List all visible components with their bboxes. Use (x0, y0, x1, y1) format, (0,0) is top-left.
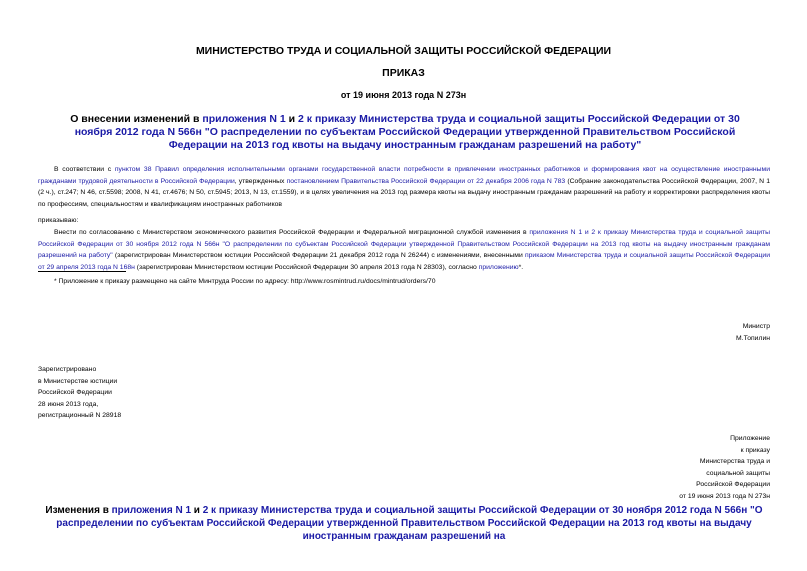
operative-paragraph (38, 227, 770, 273)
title-link-appendix-2[interactable]: 2 к приказу Министерства труда и социальной защиты Российской Федерации от 30 ноября 2012 года N 566н "О распределении по субъектам Российской Федерации утвержденной Правительством Российской Федерации на 2013 год квоты на выдачу иностранным гражданам разрешений на работу" (74, 113, 740, 151)
operative-text-2: (зарегистрирован Министерством юстиции Российской Федерации 21 декабря 2012 года N 26244) с изменениями, внесенными (112, 252, 525, 259)
doc-type-heading: ПРИКАЗ (382, 67, 425, 79)
operative-text-1: Внести по согласованию с Министерством экономического развития Российской Федерации и Федеральной миграционной службой изменения в (54, 229, 530, 236)
footnote: * Приложение к приказу размещено на сайте Минтруда России по адресу: http://www.rosmintrud.ru/docs/mintrud/orders/70 (54, 278, 436, 285)
order-title (60, 113, 750, 152)
title-mid: и (285, 113, 299, 125)
link-order-566n[interactable]: приложения N 1 и 2 к приказу Министерства труда и социальной защиты Российской Федерации от 30 ноября 2012 года N 566н "О распределении по субъектам Российской Федерации утвержденной Правительством Российской Федерации на 2013 год квоты на выдачу иностранным гражданам разрешений на работу" (38, 229, 770, 259)
registration-block (38, 364, 121, 422)
appendix-title-link-1[interactable]: приложения N 1 (111, 505, 191, 516)
preamble-text-2: , утвержденных (234, 177, 287, 185)
appendix-line: социальной защиты (706, 469, 770, 477)
link-rules-item-38[interactable]: пунктом 38 Правил определения исполнительными органами государственной власти потребности в привлечении иностранных работников и формирования квот на осуществление иностранными гражданами трудовой деятельности в Российской Федерации (38, 166, 771, 185)
operative-text-3: (зарегистрирован Министерством юстиции Российской Федерации 30 апреля 2013 года N 28303), согласно (134, 263, 479, 271)
appendix-line: от 19 июня 2013 года N 273н (679, 492, 770, 500)
signature-name: М.Топилин (736, 334, 770, 342)
link-appendix[interactable]: приложению (478, 263, 519, 271)
preamble-text-1: В соответствии с (54, 166, 115, 173)
footnote-divider (38, 271, 126, 272)
registration-line: регистрационный N 28918 (38, 412, 122, 419)
operative-text-4: *. (518, 263, 524, 271)
title-link-appendix-1[interactable]: приложения N 1 (202, 113, 286, 125)
appendix-title-prefix: Изменения в (45, 505, 112, 516)
link-order-168n[interactable]: приказом Министерства труда и социальной защиты Российской Федерации от 29 апреля 2013 года N 168н (38, 252, 770, 271)
preamble-text-3: (Собрание законодательства Российской Федерации, 2007, N 1 (2 ч.), ст.247; N 46, ст.5598; 2008, N 41, ст.4676; N 50, ст.5945; 2013, N 13, ст.1559), и в целях увеличения на 2013 год размера квоты на выдачу иностранным гражданам разрешений на работу и корректировки распределения квоты по профессиям, специальностям и квалификациям иностранных работников (38, 177, 770, 208)
signature-position: Министр (742, 323, 770, 330)
appendix-header (679, 433, 770, 502)
registration-line: Российской Федерации (38, 389, 112, 396)
appendix-line: к приказу (740, 446, 770, 454)
appendix-title-link-2[interactable]: 2 к приказу Министерства труда и социальной защиты Российской Федерации от 30 ноября 2012 года N 566н "О распределении по субъектам Российской Федерации утвержденной Правительством Российской Федерации на 2013 год квоты на выдачу иностранным гражданам разрешений на (56, 505, 763, 542)
appendix-line: Приложение (730, 435, 770, 442)
doc-date-number: от 19 июня 2013 года N 273н (340, 90, 467, 100)
signature-block (736, 321, 770, 344)
preamble-paragraph (38, 164, 770, 210)
appendix-title (38, 504, 770, 543)
appendix-line: Российской Федерации (696, 481, 770, 488)
order-word: приказываю: (38, 217, 79, 224)
appendix-line: Министерства труда и (699, 458, 770, 465)
link-government-resolution-783[interactable]: постановлением Правительства Российской Федерации от 22 декабря 2006 года N 783 (286, 177, 566, 185)
registration-line: 28 июня 2013 года, (38, 400, 99, 408)
appendix-title-mid: и (191, 505, 203, 516)
ministry-heading: МИНИСТЕРСТВО ТРУДА И СОЦИАЛЬНОЙ ЗАЩИТЫ РОССИЙСКОЙ ФЕДЕРАЦИИ (195, 45, 612, 57)
title-prefix: О внесении изменений в (70, 113, 203, 125)
registration-line: Зарегистрировано (38, 366, 97, 373)
registration-line: в Министерстве юстиции (38, 377, 118, 385)
